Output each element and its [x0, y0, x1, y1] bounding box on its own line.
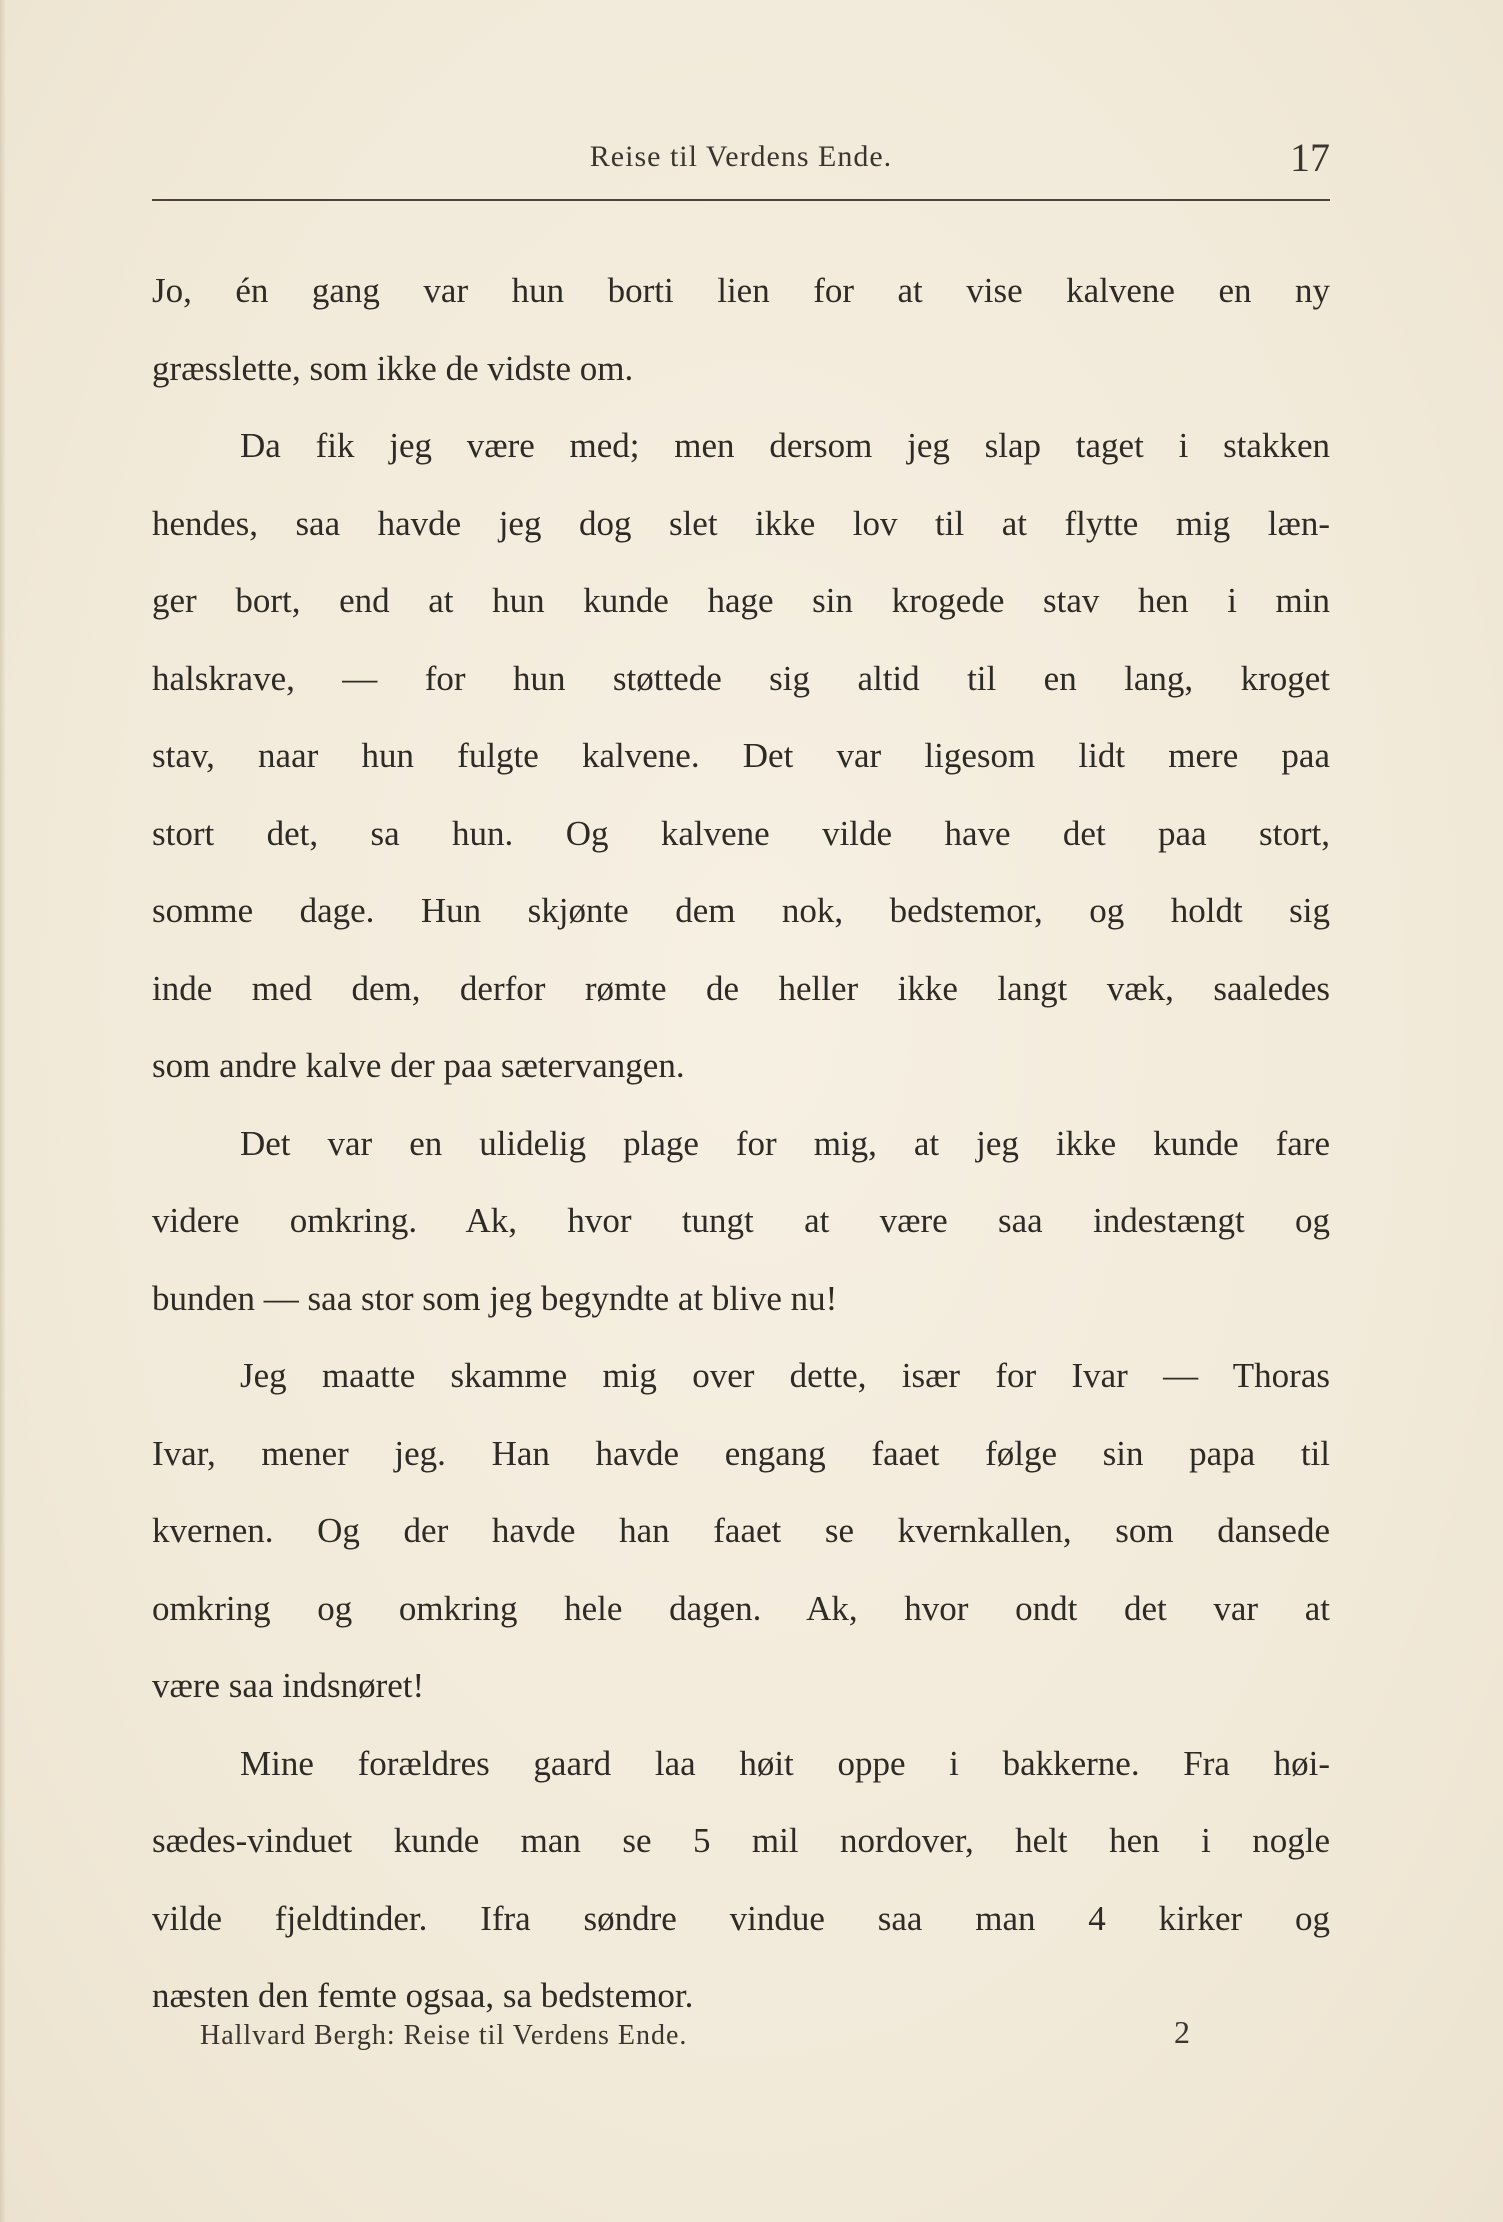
signature-number: 2 — [1174, 2014, 1190, 2050]
page-header — [152, 130, 1330, 190]
text-line: bunden — saa stor som jeg begyndte at blive nu! — [152, 1278, 838, 1318]
text-line: græsslette, som ikke de vidste om. — [152, 348, 634, 388]
text-line: ger bort, end at hun kunde hage sin krogede stav hen i min — [152, 581, 1330, 620]
body-text — [152, 252, 1330, 2035]
header-rule — [152, 199, 1330, 201]
text-line: Jeg maatte skamme mig over dette, især for Ivar — Thoras — [240, 1356, 1330, 1395]
text-line: halskrave, — for hun støttede sig altid til en lang, kroget — [152, 658, 1330, 698]
text-line: sædes-vinduet kunde man se 5 mil nordover, helt hen i nogle — [152, 1821, 1330, 1860]
text-line: inde med dem, derfor rømte de heller ikke langt væk, saaledes — [152, 968, 1330, 1008]
text-line: stav, naar hun fulgte kalvene. Det var ligesom lidt mere paa — [152, 736, 1330, 775]
text-line: omkring og omkring hele dagen. Ak, hvor ondt det var at — [152, 1588, 1330, 1628]
paragraph — [152, 1105, 1330, 1338]
paragraph — [152, 1337, 1330, 1725]
text-line: som andre kalve der paa sætervangen. — [152, 1046, 685, 1085]
text-line: Mine forældres gaard laa høit oppe i bakkerne. Fra høi- — [240, 1743, 1330, 1783]
text-line: hendes, saa havde jeg dog slet ikke lov til at flytte mig læn- — [152, 503, 1330, 543]
text-line: vilde fjeldtinder. Ifra søndre vindue saa man 4 kirker og — [152, 1898, 1330, 1938]
text-line: Det var en ulidelig plage for mig, at jeg ikke kunde fare — [240, 1123, 1330, 1163]
text-line: Jo, én gang var hun borti lien for at vise kalvene en ny — [152, 271, 1330, 310]
paragraph — [152, 1725, 1330, 2035]
text-line: kvernen. Og der havde han faaet se kvernkallen, som dansede — [152, 1511, 1330, 1550]
printer-signature: Hallvard Bergh: Reise til Verdens Ende. — [200, 2020, 688, 2051]
running-title: Reise til Verdens Ende. — [589, 140, 893, 173]
text-line: Da fik jeg være med; men dersom jeg slap taget i stakken — [240, 426, 1330, 465]
text-line: somme dage. Hun skjønte dem nok, bedstemor, og holdt sig — [152, 891, 1330, 930]
paragraph — [152, 252, 1330, 407]
text-line: stort det, sa hun. Og kalvene vilde have det paa stort, — [152, 813, 1330, 853]
page-edge-shadow — [0, 0, 6, 2222]
text-line: Ivar, mener jeg. Han havde engang faaet følge sin papa til — [152, 1433, 1330, 1473]
paragraph — [152, 407, 1330, 1105]
text-line: være saa indsnøret! — [152, 1666, 425, 1705]
page-number: 17 — [1290, 135, 1330, 180]
text-line: næsten den femte ogsaa, sa bedstemor. — [152, 1976, 694, 2015]
text-line: videre omkring. Ak, hvor tungt at være saa indestængt og — [152, 1201, 1330, 1240]
page-footer — [200, 2014, 1190, 2060]
